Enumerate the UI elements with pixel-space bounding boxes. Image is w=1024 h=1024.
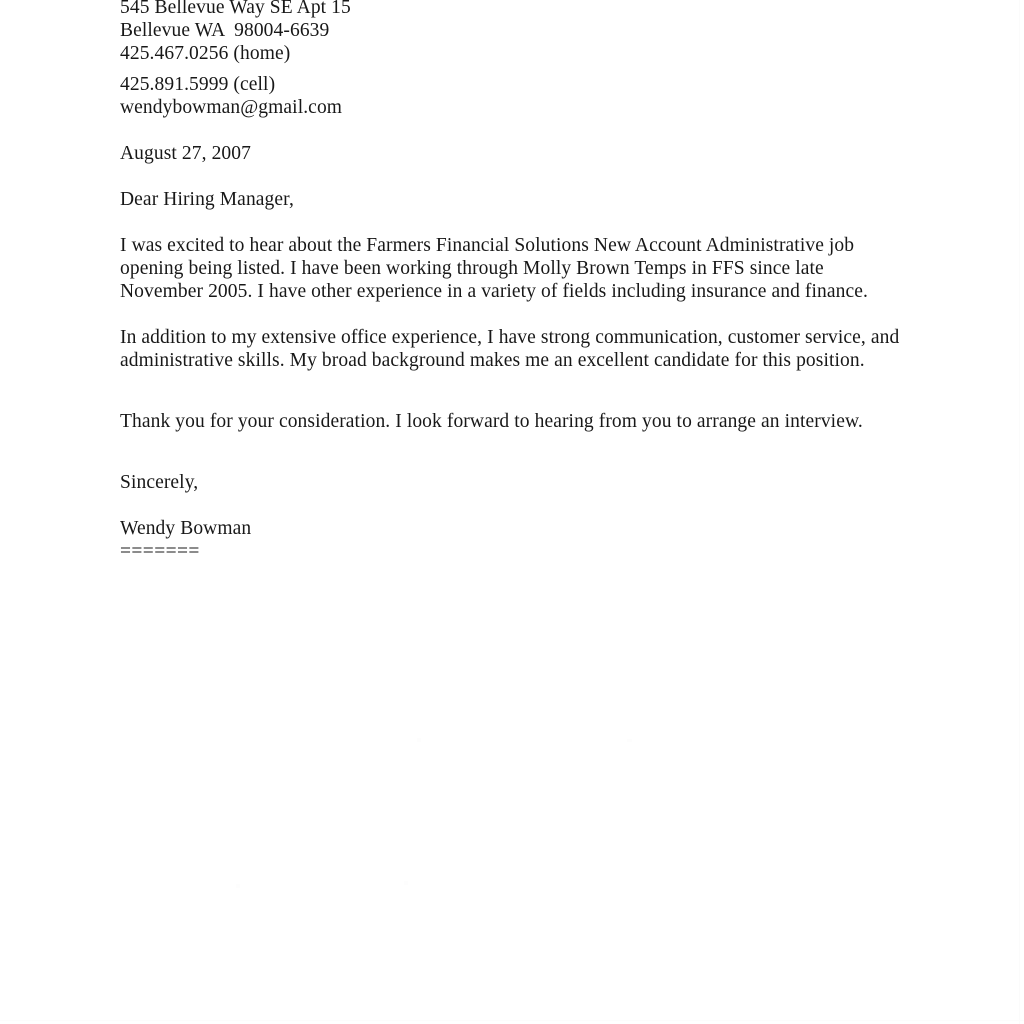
spacer: [120, 433, 910, 471]
spacer: [120, 494, 910, 517]
spacer: [120, 119, 910, 142]
salutation: Dear Hiring Manager,: [120, 189, 294, 211]
scan-speckle: [236, 884, 240, 888]
signature-separator: =======: [120, 541, 200, 563]
spacer: [120, 66, 910, 73]
letter-date: August 27, 2007: [120, 143, 251, 165]
spacer: [120, 211, 910, 234]
body-paragraph-2: In addition to my extensive office experience, I have strong communication, customer service, and administrative skills. My broad background makes me an excellent candidate for this position.: [120, 327, 905, 372]
sender-street-address: 545 Bellevue Way SE Apt 15: [120, 0, 351, 18]
sender-phone-cell: 425.891.5999 (cell): [120, 73, 276, 95]
spacer: [120, 165, 910, 188]
spacer: [120, 372, 910, 410]
signer-name: Wendy Bowman: [120, 518, 252, 540]
body-paragraph-3: Thank you for your consideration. I look forward to hearing from you to arrange an interview.: [120, 411, 863, 433]
scan-speckle: [404, 881, 408, 885]
closing-valediction: Sincerely,: [120, 472, 199, 494]
body-paragraph-1: I was excited to hear about the Farmers Financial Solutions New Account Administrative job opening being listed. I have been working through Molly Brown Temps in FFS since late November 2005. I have other experience in a variety of fields including insurance and finance.: [120, 235, 868, 303]
sender-phone-home: 425.467.0256 (home): [120, 43, 291, 65]
page-edge-right: [1019, 0, 1020, 1024]
sender-contact-block: [120, 0, 910, 119]
scan-speckle: [627, 739, 632, 742]
page-edge-bottom: [0, 1020, 1024, 1021]
spacer: [120, 303, 910, 326]
sender-city-state-zip: Bellevue WA 98004-6639: [120, 20, 330, 42]
sender-email: wendybowman@gmail.com: [120, 96, 343, 118]
letter-body: [120, 0, 910, 563]
scan-speckle: [417, 738, 421, 742]
